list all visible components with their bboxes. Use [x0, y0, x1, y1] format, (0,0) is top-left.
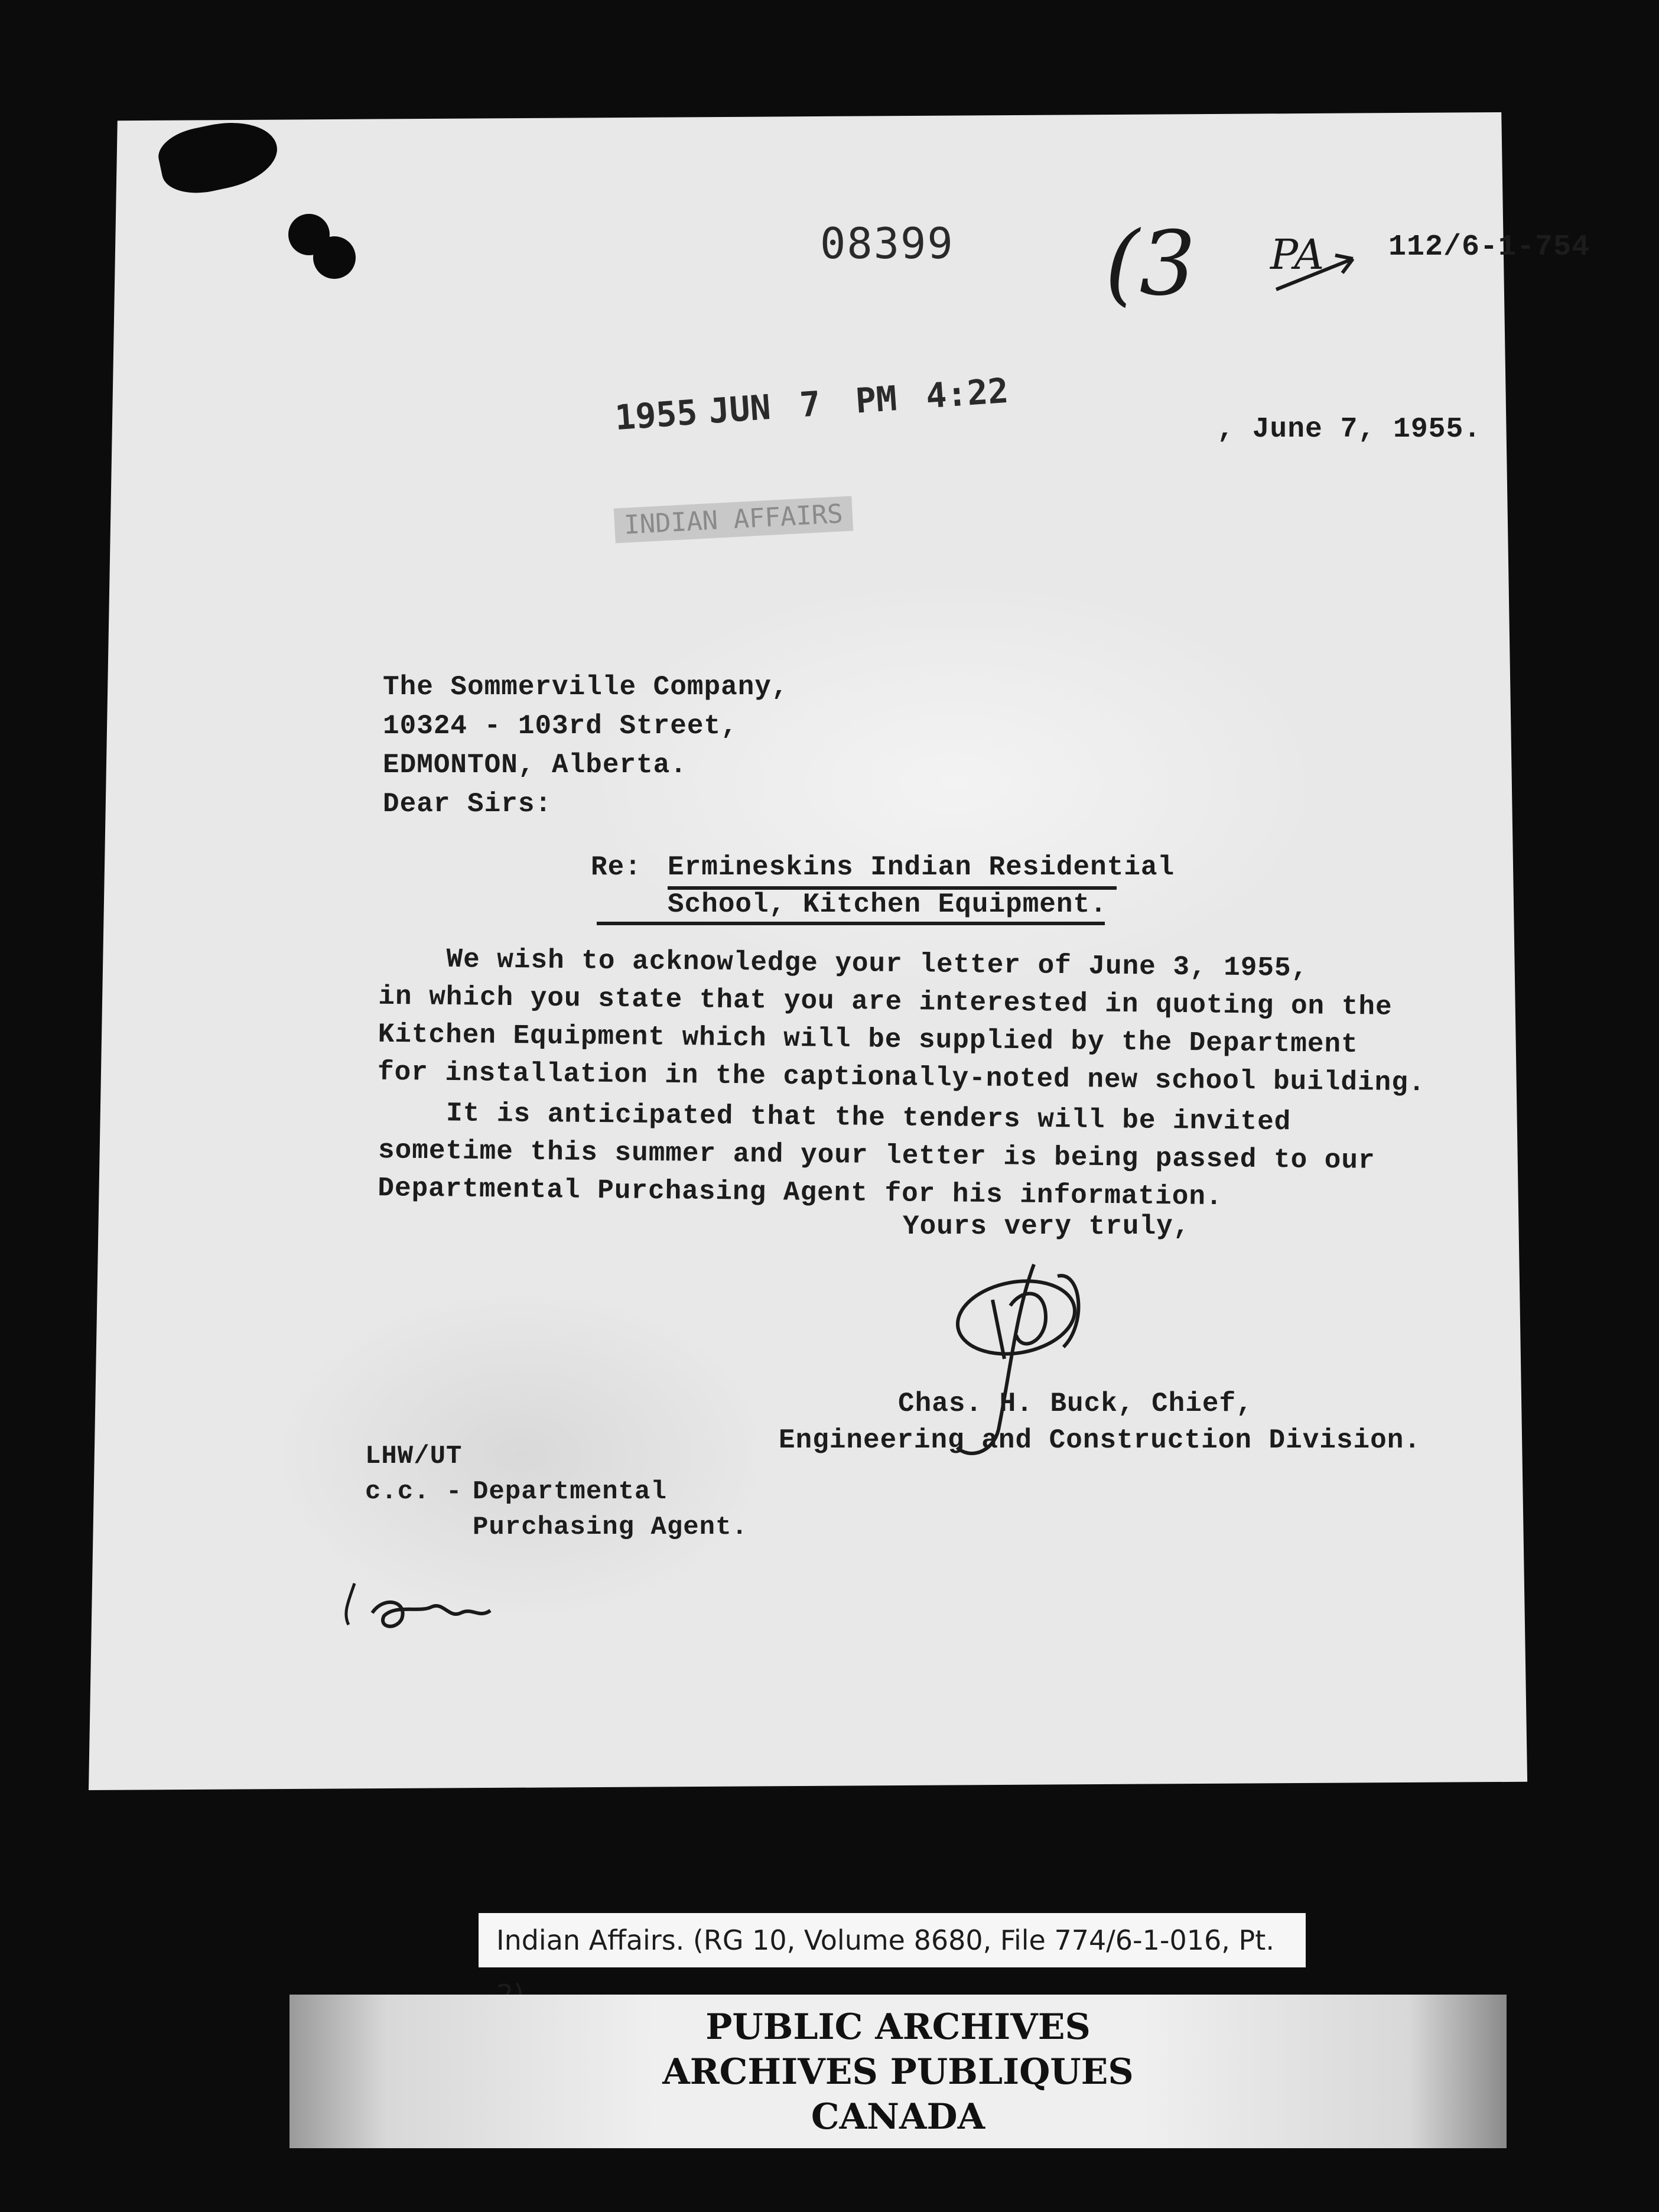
arrow-icon — [1270, 242, 1365, 295]
archive-label-strip — [289, 1995, 1507, 2148]
cc-line: Purchasing Agent. — [473, 1512, 748, 1542]
routing-mark: PA — [1270, 230, 1325, 279]
cc-line: Departmental — [473, 1477, 667, 1507]
subject-prefix: Re: — [591, 852, 642, 883]
stamp-day: 7 — [798, 383, 822, 425]
addressee-block — [383, 668, 789, 785]
punch-hole — [313, 236, 356, 279]
stamp-year: 1955 — [613, 392, 699, 438]
stamp-period: PM — [854, 378, 899, 421]
body-paragraph — [378, 940, 1427, 1102]
typist-initials: LHW/UT — [365, 1442, 463, 1471]
archive-line: PUBLIC ARCHIVES — [705, 2006, 1091, 2048]
handwritten-initials — [331, 1572, 508, 1642]
stamp-time: 4:22 — [924, 370, 1010, 417]
addressee-line: EDMONTON, Alberta. — [383, 750, 687, 780]
body-line: Departmental Purchasing Agent for his information. — [378, 1173, 1223, 1213]
handwritten-mark: (3 — [1105, 213, 1196, 315]
archive-citation: Indian Affairs. (RG 10, Volume 8680, File 774/6-1-016, Pt. — [479, 1913, 1306, 1967]
body-line: It is anticipated that the tenders will be invited — [378, 1097, 1292, 1138]
file-reference: 112/6-1-754 — [1388, 230, 1590, 264]
body-line: Kitchen Equipment which will be supplied by the Department — [378, 1019, 1358, 1061]
subject-line: School, Kitchen Equipment. — [668, 889, 1107, 920]
body-line: for installation in the captionally-noted new school building. — [377, 1056, 1426, 1099]
archive-line: ARCHIVES PUBLIQUES — [662, 2051, 1134, 2093]
received-stamp: INDIAN AFFAIRS — [614, 496, 853, 543]
salutation: Dear Sirs: — [383, 789, 552, 819]
addressee-line: The Sommerville Company, — [383, 672, 789, 702]
letter-date: , June 7, 1955. — [1217, 414, 1482, 445]
body-line: in which you state that you are interested in quoting on the — [378, 981, 1393, 1023]
archive-line: CANADA — [811, 2096, 985, 2138]
body-line: We wish to acknowledge your letter of June 3, 1955, — [378, 943, 1309, 984]
cc-label: c.c. - — [365, 1477, 463, 1507]
subject-line: Ermineskins Indian Residential — [668, 852, 1175, 883]
signer-name: Chas. H. Buck, Chief, — [898, 1388, 1253, 1419]
signer-title: Engineering and Construction Division. — [779, 1425, 1421, 1456]
subject-underline — [597, 922, 1105, 925]
body-line: sometime this summer and your letter is being passed to our — [378, 1135, 1375, 1176]
stamp-month: JUN — [707, 386, 772, 432]
closing: Yours very truly, — [903, 1211, 1190, 1242]
file-number-stamp: 08399 — [820, 219, 954, 268]
body-paragraph — [378, 1094, 1376, 1218]
addressee-line: 10324 - 103rd Street, — [383, 711, 738, 741]
